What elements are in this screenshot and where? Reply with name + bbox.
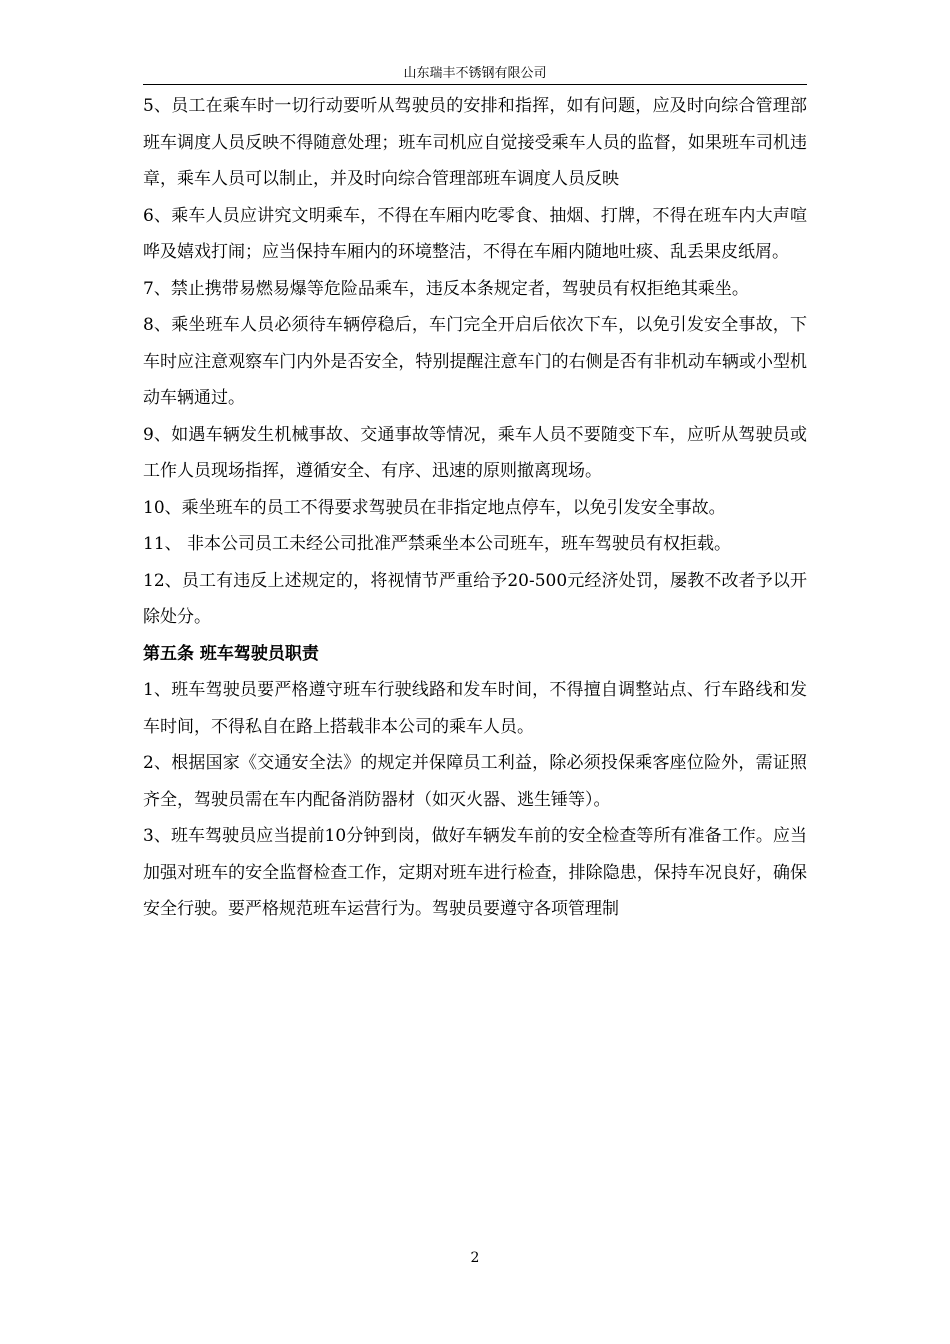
paragraph-item-7: 7、禁止携带易燃易爆等危险品乘车，违反本条规定者，驾驶员有权拒绝其乘坐。 [143, 278, 749, 299]
header-divider [143, 84, 807, 85]
paragraph-item-12: 12、员工有违反上述规定的，将视情节严重给予20-500元经济处罚，屡教不改者予以开除处分。 [143, 570, 807, 627]
page-number: 2 [470, 1250, 480, 1266]
paragraph-duty-3: 3、班车驾驶员应当提前10分钟到岗，做好车辆发车前的安全检查等所有准备工作。应当加强对班车的安全监督检查工作，定期对班车进行检查，排除隐患，保持车况良好，确保安全行驶。要严格规范班车运营行为。驾驶员要遵守各项管理制 [143, 826, 807, 919]
paragraph-duty-1: 1、班车驾驶员要严格遵守班车行驶线路和发车时间，不得擅自调整站点、行车路线和发车时间，不得私自在路上搭载非本公司的乘车人员。 [143, 680, 807, 737]
header-company-name: 山东瑞丰不锈钢有限公司 [403, 66, 547, 81]
document-body [143, 88, 807, 928]
paragraph-duty-2: 2、根据国家《交通安全法》的规定并保障员工利益，除必须投保乘客座位险外，需证照齐全，驾驶员需在车内配备消防器材（如灭火器、逃生锤等）。 [143, 753, 807, 810]
paragraph-item-8: 8、乘坐班车人员必须待车辆停稳后，车门完全开启后依次下车，以免引发安全事故，下车时应注意观察车门内外是否安全，特别提醒注意车门的右侧是否有非机动车辆或小型机动车辆通过。 [143, 315, 807, 408]
paragraph-item-6: 6、乘车人员应讲究文明乘车，不得在车厢内吃零食、抽烟、打牌，不得在班车内大声喧哗及嬉戏打闹；应当保持车厢内的环境整洁，不得在车厢内随地吐痰、乱丢果皮纸屑。 [143, 205, 807, 262]
paragraph-item-5: 5、员工在乘车时一切行动要听从驾驶员的安排和指挥，如有问题，应及时向综合管理部班车调度人员反映不得随意处理；班车司机应自觉接受乘车人员的监督，如果班车司机违章，乘车人员可以制止，并及时向综合管理部班车调度人员反映 [143, 96, 807, 189]
section-heading: 第五条 班车驾驶员职责 [143, 643, 319, 664]
paragraph-item-9: 9、如遇车辆发生机械事故、交通事故等情况，乘车人员不要随变下车，应听从驾驶员或工作人员现场指挥，遵循安全、有序、迅速的原则撤离现场。 [143, 424, 807, 481]
paragraph-item-10: 10、乘坐班车的员工不得要求驾驶员在非指定地点停车，以免引发安全事故。 [143, 497, 726, 518]
paragraph-item-11: 11、 非本公司员工未经公司批准严禁乘坐本公司班车，班车驾驶员有权拒载。 [143, 534, 732, 554]
